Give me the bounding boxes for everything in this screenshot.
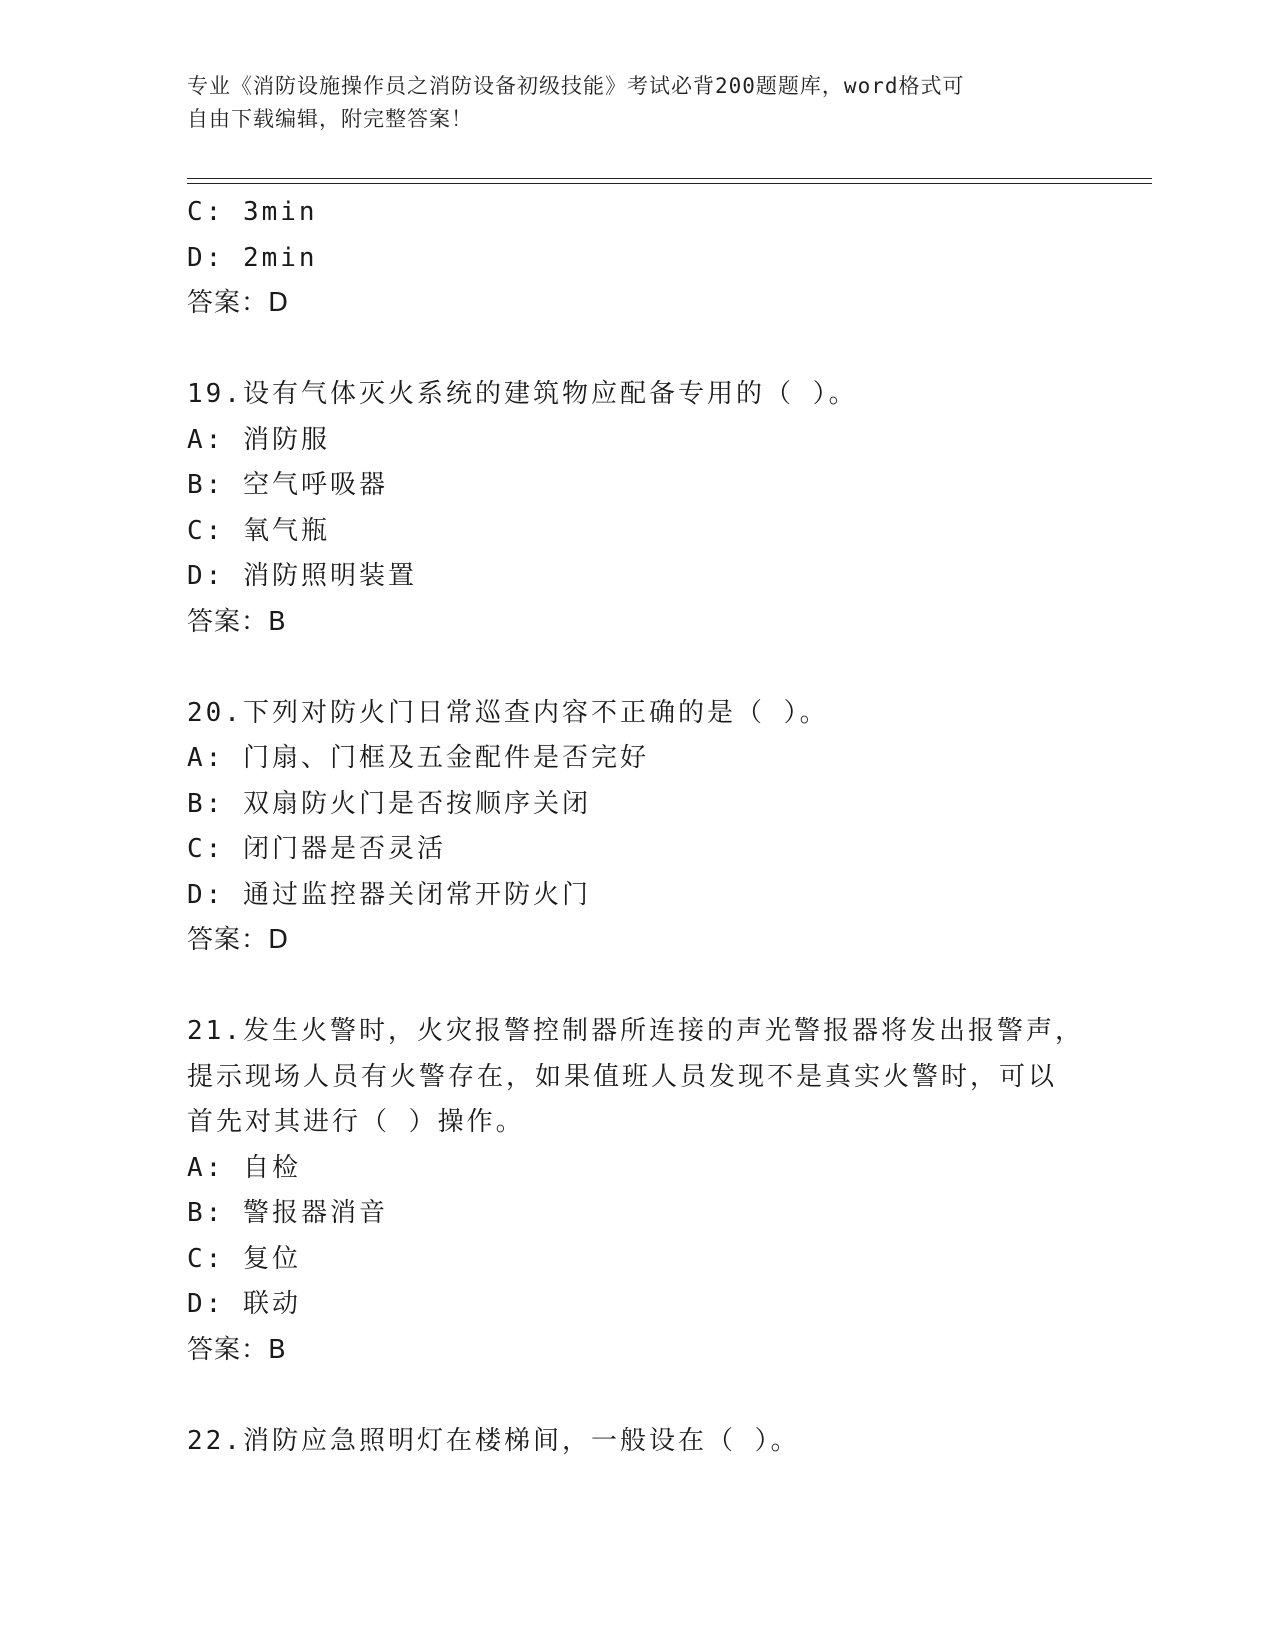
option-a: A: 门扇、门框及五金配件是否完好: [187, 743, 649, 773]
option-a: A: 自检: [187, 1152, 301, 1183]
question-19: [187, 372, 1087, 645]
option-c: C: 复位: [187, 1243, 301, 1274]
spacer: [187, 964, 1087, 1010]
question-20: [187, 691, 1087, 964]
question-stem-line-1: 21.发生火警时，火灾报警控制器所连接的声光警报器将发出报警声，: [187, 1016, 1084, 1046]
header-title-line-2: 自由下载编辑，附完整答案！: [187, 107, 473, 131]
question-content: [187, 190, 1087, 1464]
option-c: C: 氧气瓶: [187, 515, 330, 546]
question-stem-line-3: 首先对其进行（ ）操作。: [187, 1107, 525, 1137]
option-a: A: 消防服: [187, 424, 330, 455]
document-header: [187, 70, 1087, 136]
answer-line: 答案：B: [187, 1334, 287, 1365]
header-divider-bottom: [187, 183, 1152, 184]
header-divider-top: [187, 178, 1152, 179]
spacer: [187, 1373, 1087, 1419]
option-c: C: 闭门器是否灵活: [187, 834, 446, 864]
question-stem: 20.下列对防火门日常巡查内容不正确的是（ ）。: [187, 697, 829, 728]
question-stem: 22.消防应急照明灯在楼梯间，一般设在（ ）。: [187, 1425, 800, 1456]
option-d: D: 消防照明装置: [187, 561, 417, 591]
option-d: D: 2min: [187, 242, 318, 273]
option-b: B: 警报器消音: [187, 1198, 388, 1228]
previous-question-tail: [187, 190, 1087, 327]
question-stem-line-2: 提示现场人员有火警存在，如果值班人员发现不是真实火警时，可以: [187, 1061, 1058, 1092]
answer-line: 答案：D: [187, 288, 290, 318]
option-b: B: 空气呼吸器: [187, 470, 388, 500]
question-stem: 19.设有气体灭火系统的建筑物应配备专用的（ ）。: [187, 379, 858, 409]
question-22: [187, 1419, 1087, 1465]
header-title-line-1: 专业《消防设施操作员之消防设备初级技能》考试必背200题题库，word格式可: [187, 74, 965, 98]
option-d: D: 联动: [187, 1289, 301, 1319]
option-b: B: 双扇防火门是否按顺序关闭: [187, 788, 591, 819]
option-d: D: 通过监控器关闭常开防火门: [187, 879, 591, 910]
answer-line: 答案：D: [187, 925, 290, 955]
spacer: [187, 327, 1087, 373]
spacer: [187, 645, 1087, 691]
question-21: [187, 1009, 1087, 1373]
answer-line: 答案：B: [187, 606, 287, 637]
option-c: C: 3min: [187, 197, 318, 227]
